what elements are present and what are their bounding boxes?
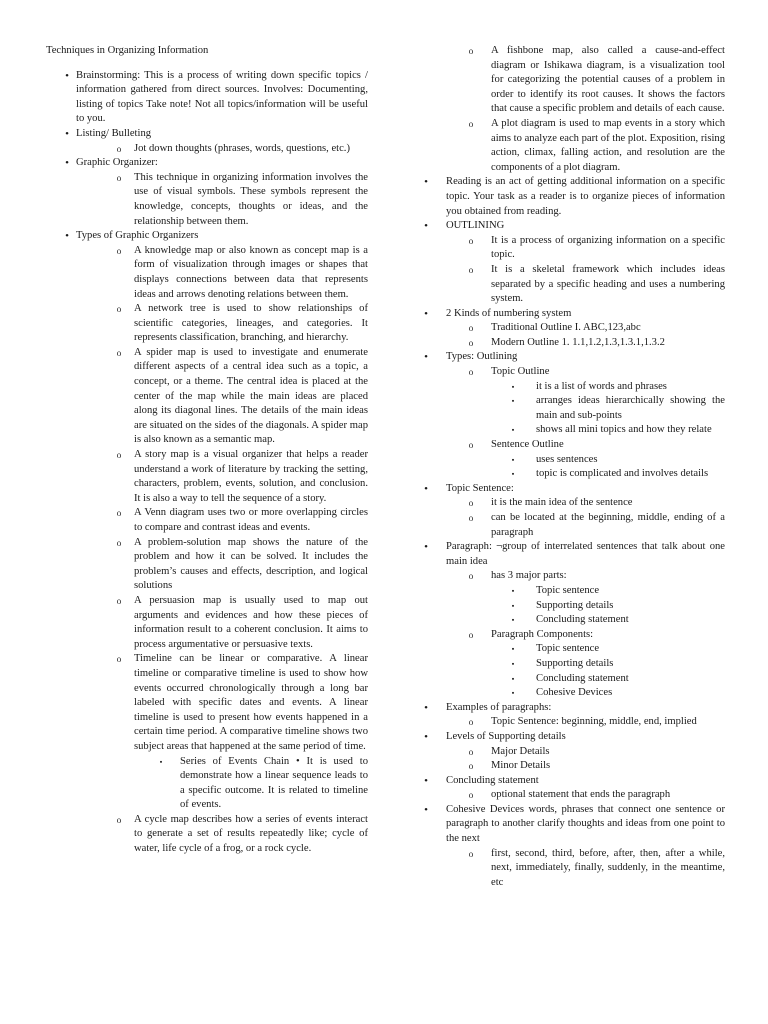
outline-item-level-2 [46,652,368,754]
square-bullet-icon: ▪ [511,586,515,595]
outline-item-level-2 [46,142,368,157]
outline-item-level-2 [421,263,725,307]
outline-item-text: Types of Graphic Organizers [76,230,199,242]
outline-item-text: topic is complicated and involves details [536,468,709,480]
outline-item-text: optional statement that ends the paragraph [491,789,671,801]
outline-item-level-3 [421,686,725,701]
outline-item-level-1 [421,803,725,847]
outline-item-level-2 [46,346,368,448]
circle-bullet-icon: o [468,264,474,275]
outline-item-text: Levels of Supporting details [446,730,566,742]
square-bullet-icon: ▪ [511,397,515,406]
outline-item-text: Paragraph: ¬group of interrelated sentences that talk about one main idea [446,541,725,567]
outline-item-text: Supporting details [536,657,614,669]
outline-item-level-2 [421,365,725,380]
outline-item-level-2 [46,244,368,302]
outline-item-text: can be located at the beginning, middle, ending of a paragraph [491,512,725,538]
outline-item-level-3 [421,599,725,614]
outline-item-level-2 [421,438,725,453]
square-bullet-icon: ▪ [511,382,515,391]
outline-item-level-1 [421,175,725,219]
outline-item-text: A plot diagram is used to map events in a story which aims to analyze each part of the plot. Exposition, rising action, climax, falling action, and resolution are the components of a plot diagram. [491,117,725,173]
outline-item-level-2 [421,745,725,760]
circle-bullet-icon: o [116,814,122,825]
circle-bullet-icon: o [116,245,122,256]
outline-item-text: Minor Details [491,760,551,772]
outline-item-text: Modern Outline 1. 1.1,1.2,1.3,1.3.1,1.3.2 [491,336,665,348]
square-bullet-icon: ▪ [511,616,515,625]
outline-item-level-2 [46,813,368,857]
circle-bullet-icon: o [468,367,474,378]
outline-item-level-2 [421,321,725,336]
square-bullet-icon: ▪ [511,470,515,479]
bullet-icon: • [424,701,428,714]
outline-item-level-2 [46,536,368,594]
circle-bullet-icon: o [116,143,122,154]
outline-item-text: Topic Outline [491,366,550,378]
outline-item-level-3 [421,467,725,482]
circle-bullet-icon: o [468,790,474,801]
outline-item-text: Traditional Outline I. ABC,123,abc [491,322,641,334]
outline-item-level-2 [421,336,725,351]
outline-item-text: first, second, third, before, after, then, after a while, next, immediately, finally, suddenly, in the meantime, etc [491,847,725,888]
circle-bullet-icon: o [468,498,474,509]
outline-item-level-2 [421,234,725,263]
outline-item-level-3 [421,613,725,628]
bullet-icon: • [65,230,69,243]
outline-item-text: Types: Outlining [446,351,518,363]
left-column [46,44,368,857]
outline-item-level-2 [421,496,725,511]
outline-item-level-2 [421,511,725,540]
outline-item-level-2 [46,171,368,229]
circle-bullet-icon: o [468,848,474,859]
bullet-icon: • [424,730,428,743]
outline-item-level-2 [46,506,368,535]
outline-item-level-1 [421,540,725,569]
outline-item-text: arranges ideas hierarchically showing the main and sub-points [536,395,725,421]
outline-item-text: has 3 major parts: [491,570,567,582]
outline-item-level-2 [421,117,725,175]
circle-bullet-icon: o [468,323,474,334]
square-bullet-icon: ▪ [511,426,515,435]
outline-item-level-3 [421,394,725,423]
outline-item-text: Paragraph Components: [491,628,594,640]
outline-item-level-2 [421,759,725,774]
outline-item-level-2 [421,44,725,117]
outline-item-text: Sentence Outline [491,439,564,451]
outline-item-text: Concluding statement [536,672,629,684]
bullet-icon: • [65,127,69,140]
outline-item-text: it is the main idea of the sentence [491,497,633,509]
circle-bullet-icon: o [468,440,474,451]
outline-item-text: Topic sentence [536,584,600,596]
outline-item-text: Reading is an act of getting additional information on a specific topic. Your task as a reader is to organize pieces of information you obtained from reading. [446,176,725,217]
outline-item-text: Concluding statement [446,774,539,786]
outline-item-text: It is a process of organizing information on a specific topic. [491,234,725,261]
outline-item-text: Jot down thoughts (phrases, words, questions, etc.) [134,142,350,154]
outline-item-text: it is a list of words and phrases [536,380,667,392]
outline-item-text: Brainstorming: This is a process of writing down specific topics / information gathered from direct sources. Involves: Documenting, listing of topics Take note! Not all topics/information will be useful to you. [76,69,368,125]
outline-item-level-3 [421,657,725,672]
outline-item-text: shows all mini topics and how they relate [536,424,712,436]
outline-item-text: Topic Sentence: beginning, middle, end, implied [491,716,697,728]
circle-bullet-icon: o [116,654,122,665]
outline-item-level-3 [421,380,725,395]
outline-item-level-2 [421,628,725,643]
outline-item-text: Series of Events Chain • It is used to demonstrate how a linear sequence leads to a specific outcome. It is related to timeline of events. [180,755,368,811]
outline-item-level-1 [421,701,725,716]
square-bullet-icon: ▪ [511,674,515,683]
square-bullet-icon: ▪ [511,689,515,698]
outline-item-text: Topic sentence [536,643,600,655]
circle-bullet-icon: o [468,761,474,772]
outline-item-text: Timeline can be linear or comparative. A linear timeline or comparative timeline is used to show how events occurred chronologically through a long bar labeled with specific dates and events. A linear timeline is used to present how events happened in a certain time period. A comparative timeline shows two subject areas that happened at the same period of time. [134,653,368,752]
circle-bullet-icon: o [468,235,474,246]
outline-item-text: Graphic Organizer: [76,157,158,169]
outline-item-level-3 [421,672,725,687]
outline-item-level-3 [421,423,725,438]
outline-item-level-1 [421,307,725,322]
circle-bullet-icon: o [468,717,474,728]
outline-item-text: A network tree is used to show relationships of scientific categories, lineages, and categories. It represents classification, branching, and hierarchy. [134,303,368,344]
square-bullet-icon: ▪ [511,659,515,668]
circle-bullet-icon: o [116,595,122,606]
outline-item-text: A knowledge map or also known as concept map is a form of visualization through images or shapes that displays connections between data that represents ideas and arrows denoting relations between them. [134,244,368,300]
outline-item-level-1 [46,69,368,127]
outline-item-level-1 [421,774,725,789]
bullet-icon: • [424,220,428,233]
circle-bullet-icon: o [116,347,122,358]
circle-bullet-icon: o [468,118,474,129]
outline-item-text: Supporting details [536,599,614,611]
outline-item-level-2 [46,594,368,652]
outline-item-level-1 [421,482,725,497]
outline-item-level-1 [46,156,368,171]
outline-item-text: A spider map is used to investigate and enumerate different aspects of a central idea such as a topic, a concept, or a theme. The central idea is placed at the center of the map while the main ideas are placed along its diagonal lines. The details of the main ideas are situated on the sides of the diagonals. A spider map is also known as a semantic map. [134,346,368,446]
outline-item-text: This technique in organizing information involves the use of visual symbols. These symbols represent the knowledge, concepts, thoughts or ideas, and the relationship between them. [134,171,368,227]
outline-item-text: Cohesive Devices [536,687,613,699]
outline-item-text: Examples of paragraphs: [446,701,552,713]
outline-item-text: A persuasion map is usually used to map out arguments and evidences and how these pieces of information result to a coherent conclusion. It aims to process argumentative or persuasive texts. [134,594,368,650]
bullet-icon: • [424,307,428,320]
bullet-icon: • [424,774,428,787]
bullet-icon: • [65,157,69,170]
outline-item-level-1 [46,127,368,142]
circle-bullet-icon: o [116,450,122,461]
outline-item-level-3 [421,584,725,599]
square-bullet-icon: ▪ [511,645,515,654]
outline-item-text: Concluding statement [536,614,629,626]
circle-bullet-icon: o [468,513,474,523]
outline-item-level-2 [421,715,725,730]
circle-bullet-icon: o [116,172,122,183]
outline-item-text: A cycle map describes how a series of events interact to generate a set of results repeatedly like; cycle of water, life cycle of a frog, or a rock cycle. [134,813,368,855]
right-outline-list [421,44,725,890]
outline-item-text: A story map is a visual organizer that helps a reader understand a work of literature by tracking the setting, characters, problem, events, solution, and conclusion. It is also a way to tell the sequence of a story. [134,449,368,504]
outline-item-text: Topic Sentence: [446,482,514,494]
outline-item-level-2 [421,847,725,891]
bullet-icon: • [65,69,69,82]
left-outline-list [46,69,368,857]
outline-item-text: Major Details [491,745,550,757]
square-bullet-icon: ▪ [159,757,163,766]
circle-bullet-icon: o [468,746,474,757]
square-bullet-icon: ▪ [511,455,515,464]
circle-bullet-icon: o [468,337,474,348]
outline-item-level-1 [421,219,725,234]
outline-item-level-3 [421,642,725,657]
outline-item-level-3 [46,755,368,813]
circle-bullet-icon: o [468,46,474,56]
outline-item-level-2 [46,302,368,346]
outline-item-level-3 [421,453,725,468]
circle-bullet-icon: o [116,304,122,315]
document-title: Techniques in Organizing Information [46,45,209,56]
outline-item-level-1 [421,730,725,745]
bullet-icon: • [424,176,428,189]
bullet-icon: • [424,541,428,554]
outline-item-text: A Venn diagram uses two or more overlapping circles to compare and contrast ideas and events. [134,507,368,533]
bullet-icon: • [424,351,428,364]
circle-bullet-icon: o [116,508,122,519]
outline-item-text: 2 Kinds of numbering system [446,307,572,319]
circle-bullet-icon: o [468,629,474,640]
circle-bullet-icon: o [468,571,474,582]
outline-item-level-1 [46,229,368,244]
circle-bullet-icon: o [116,537,122,548]
outline-item-text: Listing/ Bulleting [76,127,152,139]
outline-item-text: A fishbone map, also called a cause-and-effect diagram or Ishikawa diagram, is a visualization tool for categorizing the potential causes of a problem in order to identify its root causes. It shows the factors that cause a specific problem and details of each cause. [491,45,725,115]
outline-item-text: It is a skeletal framework which includes ideas separated by a specific heading and uses a numbering system. [491,263,725,305]
right-column [421,44,725,890]
outline-item-text: OUTLINING [446,220,505,232]
outline-item-level-2 [46,448,368,506]
outline-item-text: uses sentences [536,453,598,465]
bullet-icon: • [424,482,428,495]
outline-item-level-2 [421,788,725,803]
outline-item-level-2 [421,569,725,584]
square-bullet-icon: ▪ [511,601,515,610]
outline-item-text: Cohesive Devices words, phrases that connect one sentence or paragraph to another clarify thoughts and ideas from one point to the next [446,803,725,845]
outline-item-text: A problem-solution map shows the nature of the problem and how it can be solved. It includes the problem’s causes and effects, description, and logical solutions [134,536,368,592]
outline-item-level-1 [421,350,725,365]
bullet-icon: • [424,803,428,816]
